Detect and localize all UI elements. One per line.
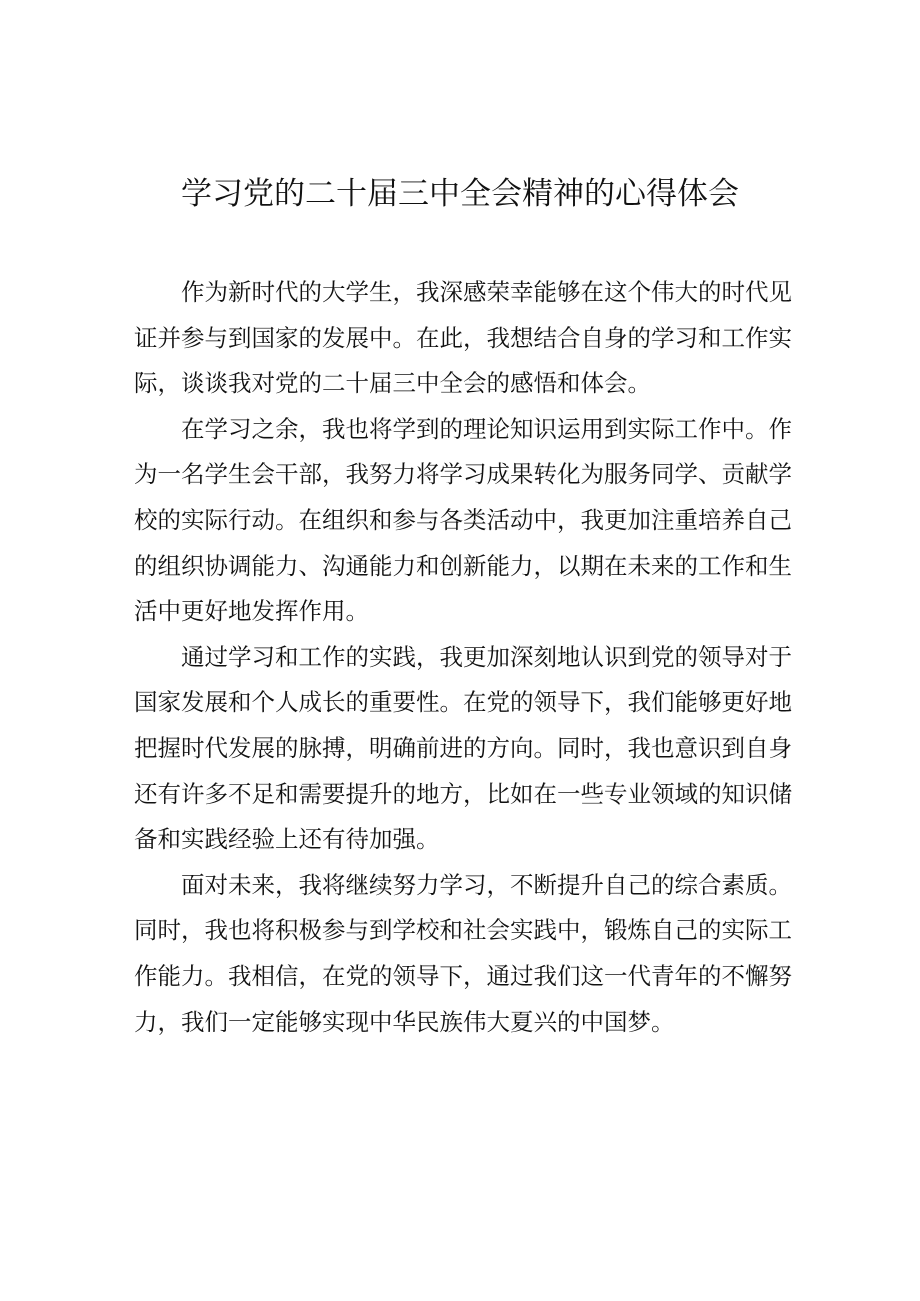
document-body — [134, 270, 790, 1045]
text-line: 作能力。我相信，在党的领导下，通过我们这一代青年的不懈努 — [134, 961, 792, 990]
text-line: 作为新时代的大学生，我深感荣幸能够在这个伟大的时代见 — [181, 278, 792, 306]
text-line: 还有许多不足和需要提升的地方，比如在一些专业领域的知识储 — [134, 779, 792, 808]
text-line: 国家发展和个人成长的重要性。在党的领导下，我们能够更好地 — [134, 688, 792, 717]
document-title: 学习党的二十届三中全会精神的心得体会 — [181, 176, 739, 212]
text-line: 校的实际行动。在组织和参与各类活动中，我更加注重培养自己 — [134, 505, 792, 534]
text-line: 活中更好地发挥作用。 — [134, 597, 369, 626]
text-line: 面对未来，我将继续努力学习，不断提升自己的综合素质。 — [181, 870, 792, 899]
text-line: 把握时代发展的脉搏，明确前进的方向。同时，我也意识到自身 — [134, 733, 792, 762]
text-line: 同时，我也将积极参与到学校和社会实践中，锻炼自己的实际工 — [134, 916, 792, 945]
paragraph — [134, 407, 790, 635]
text-line: 通过学习和工作的实践，我更加深刻地认识到党的领导对于 — [181, 642, 792, 671]
paragraph — [134, 635, 790, 863]
text-line: 力，我们一定能够实现中华民族伟大夏兴的中国梦。 — [134, 1007, 675, 1036]
text-line: 为一名学生会干部，我努力将学习成果转化为服务同学、贡献学 — [134, 460, 792, 489]
text-line: 证并参与到国家的发展中。在此，我想结合自身的学习和工作实 — [134, 323, 792, 352]
text-line: 的组织协调能力、沟通能力和创新能力，以期在未来的工作和生 — [134, 551, 792, 580]
text-line: 在学习之余，我也将学到的理论知识运用到实际工作中。作 — [181, 414, 792, 443]
text-line: 备和实践经验上还有待加强。 — [134, 825, 440, 854]
paragraph — [134, 863, 790, 1045]
text-line: 际，谈谈我对党的二十届三中全会的感悟和体会。 — [134, 369, 651, 398]
paragraph — [134, 270, 790, 407]
